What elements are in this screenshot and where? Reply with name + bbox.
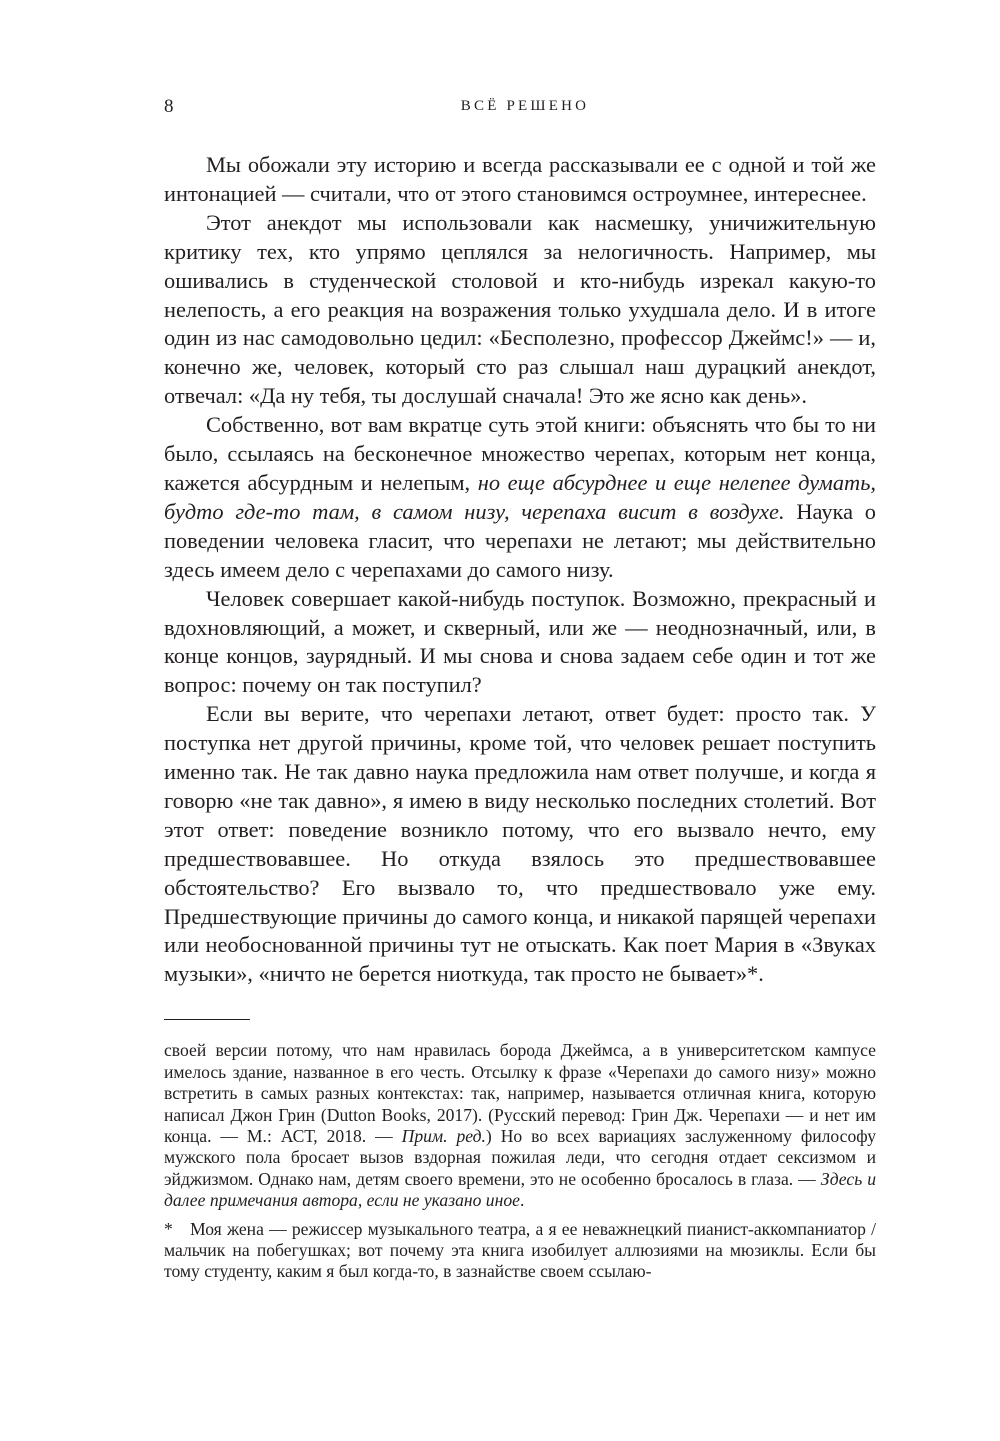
main-text [164, 151, 876, 989]
footnote-text: Моя жена — режиссер музыкального театра, а я ее неважнецкий пианист-аккомпаниатор / мальчик на побегушках; вот почему эта книга изобилует аллюзиями на мюзиклы. Если бы тому студенту, каким я был когда-то, в зазнайстве своем ссылаю- [164, 1218, 876, 1282]
book-page [164, 96, 876, 1283]
paragraph: Человек совершает какой-нибудь поступок. Возможно, прекрасный и вдохновляющий, а может, и скверный, или же — неоднозначный, или, в конце концов, заурядный. И мы снова и снова задаем себе один и тот же вопрос: почему он так поступил? [164, 585, 876, 698]
author-note: Здесь и далее примечания автора, если не указано иное [164, 1168, 876, 1211]
emphasized-text: но еще абсурднее и еще нелепее думать, будто где-то там, в самом низу, черепаха висит в воздухе. [164, 469, 876, 524]
paragraph-text: Наука о поведении человека гласит, что черепахи не летают; мы действительно здесь имеем дело с черепахами до самого низу. [164, 498, 876, 582]
footnote-text: . [519, 1190, 525, 1211]
running-header [164, 96, 876, 126]
footnote-continued [164, 1040, 876, 1211]
footnote-text: своей версии потому, что нам нравилась борода Джеймса, а в университетском кампусе имелось здание, названное в его честь. Отсылку к фразе «Черепахи до самого низу» можно встретить в самых разных контекстах: так, например, называется отличная книга, которую написал Джон Грин (Dutton Books, 2017). (Русский перевод: Грин Дж. Черепахи — и нет им конца. — М.: АСТ, 2018. — [164, 1040, 876, 1146]
editor-note: Прим. ред. [401, 1125, 486, 1146]
footnote-asterisk [164, 1219, 876, 1283]
running-title: ВСЁ РЕШЕНО [460, 98, 590, 114]
footnote-mark: * [164, 1218, 173, 1239]
paragraph [164, 411, 876, 584]
footnote-text: ) Но во всех вариациях заслуженному философу мужского пола бросает вызов вздорная пожилая леди, что сегодня отдает сексизмом и эйджизмом. Однако нам, детям своего времени, это не особенно бросалось в глаза. — [164, 1125, 877, 1189]
paragraph: Если вы верите, что черепахи летают, ответ будет: просто так. У поступка нет другой причины, кроме той, что человек решает поступить именно так. Не так давно наука предложила нам ответ получше, и когда я говорю «не так давно», я имею в виду несколько последних столетий. Вот этот ответ: поведение возникло потому, что его вызвало нечто, ему предшествовавшее. Но откуда взялось это предшествовавшее обстоятельство? Его вызвало то, что предшествовало уже ему. Предшествующие причины до самого конца, и никакой парящей черепахи или необоснованной причины тут не отыскать. Как поет Мария в «Звуках музыки», «ничто не берется ниоткуда, так просто не бывает»*. [164, 701, 876, 987]
paragraph: Мы обожали эту историю и всегда рассказывали ее с одной и той же интонацией — считали, что от этого становимся остроумнее, интереснее. [164, 152, 876, 206]
paragraph-text: Собственно, вот вам вкратце суть этой книги: объяснять что бы то ни было, ссылаясь на бесконечное множество черепах, которым нет конца, кажется абсурдным и нелепым, [164, 412, 876, 495]
footnote-separator [164, 1019, 250, 1020]
page-number: 8 [164, 96, 174, 117]
footnotes [164, 1040, 876, 1282]
paragraph: Этот анекдот мы использовали как насмешку, уничижительную критику тех, кто упрямо цеплялся за нелогичность. Например, мы ошивались в студенческой столовой и кто-нибудь изрекал какую-то нелепость, а его реакция на возражения только ухудшала дело. И в итоге один из нас самодовольно цедил: «Бесполезно, профессор Джеймс!» — и, конечно же, человек, который сто раз слышал наш дурацкий анекдот, отвечал: «Да ну тебя, ты дослушай сначала! Это же ясно как день». [164, 209, 876, 409]
